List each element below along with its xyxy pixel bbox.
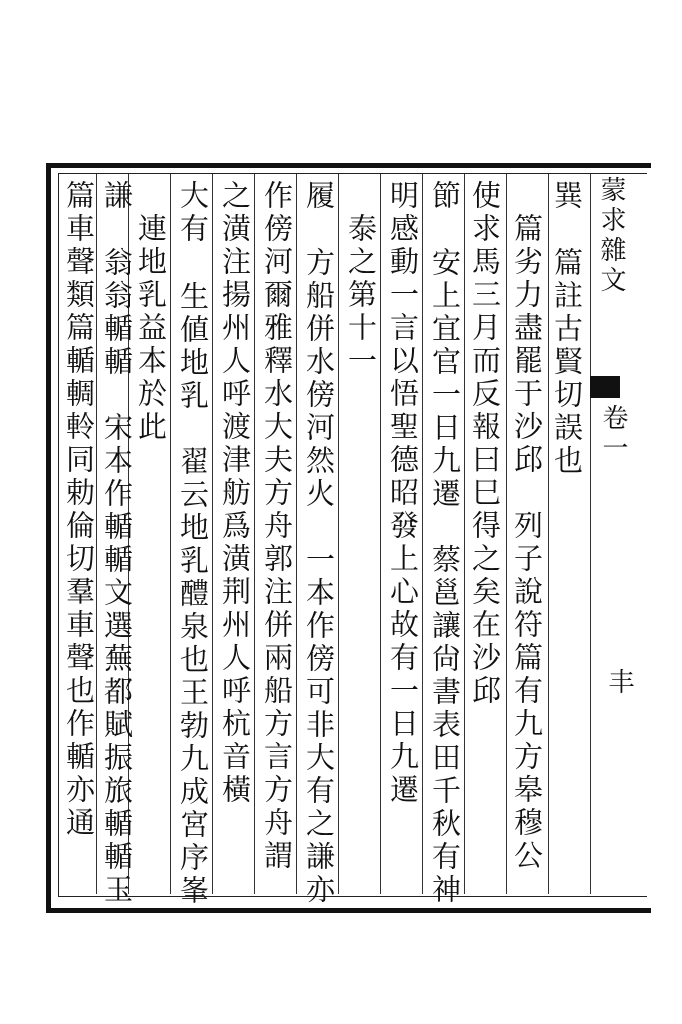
text-column: 篇註古賢切誤也 [550, 214, 584, 478]
column-rule [338, 174, 339, 894]
column-rule [506, 174, 507, 894]
column-rule [590, 174, 591, 894]
column-rule [96, 174, 97, 894]
column-rule [548, 174, 549, 894]
column-head: 大有 [176, 180, 210, 246]
column-rule [212, 174, 213, 894]
column-head: 節 [428, 180, 462, 213]
column-rule [296, 174, 297, 894]
book-title: 蒙求雜文 [596, 176, 626, 296]
column-head: 謙 [100, 180, 134, 213]
text-column: 使求馬三月而反報曰巳得之矣在沙邱 [468, 180, 502, 708]
volume-label: 卷一 [598, 404, 628, 464]
column-head: 履 [302, 180, 336, 213]
page-marker: 丰 [604, 668, 634, 698]
text-column: 篇車聲類篇輴輖軨同勅倫切羣車聲也作輴亦通 [62, 180, 96, 840]
text-column: 安上宜官一日九遷 蔡邕讓尙書表田千秋有神 [428, 214, 462, 907]
column-rule [422, 174, 423, 894]
section-title: 泰之第十一 [344, 180, 378, 378]
text-column: 翁翁輴輴 宋本作輴輴文選蕪都賦振旅輴輴玉 [100, 214, 134, 907]
column-rule [170, 174, 171, 894]
fishtail-mark [590, 376, 620, 398]
column-rule [254, 174, 255, 894]
text-column: 篇劣力盡罷于沙邱 列子說符篇有九方皋穆公 [510, 180, 544, 873]
text-column: 方船併水傍河然火 一本作傍可非大有之謙亦 [302, 214, 336, 907]
column-rule [380, 174, 381, 894]
text-column: 生値地乳 翟云地乳醴泉也王勃九成宮序峯 [176, 248, 210, 908]
text-column: 之潢注揚州人呼渡津舫爲潢荆州人呼杭音橫 [218, 180, 252, 807]
text-column: 作傍河爾雅釋水大夫方舟郭注併兩船方言方舟謂 [260, 180, 294, 873]
column-rule [464, 174, 465, 894]
column-head: 巽 [550, 180, 584, 213]
text-column: 連地乳益本於此 [134, 180, 168, 444]
text-column: 明感動一言以悟聖德昭發上心故有一日九遷 [386, 180, 420, 807]
